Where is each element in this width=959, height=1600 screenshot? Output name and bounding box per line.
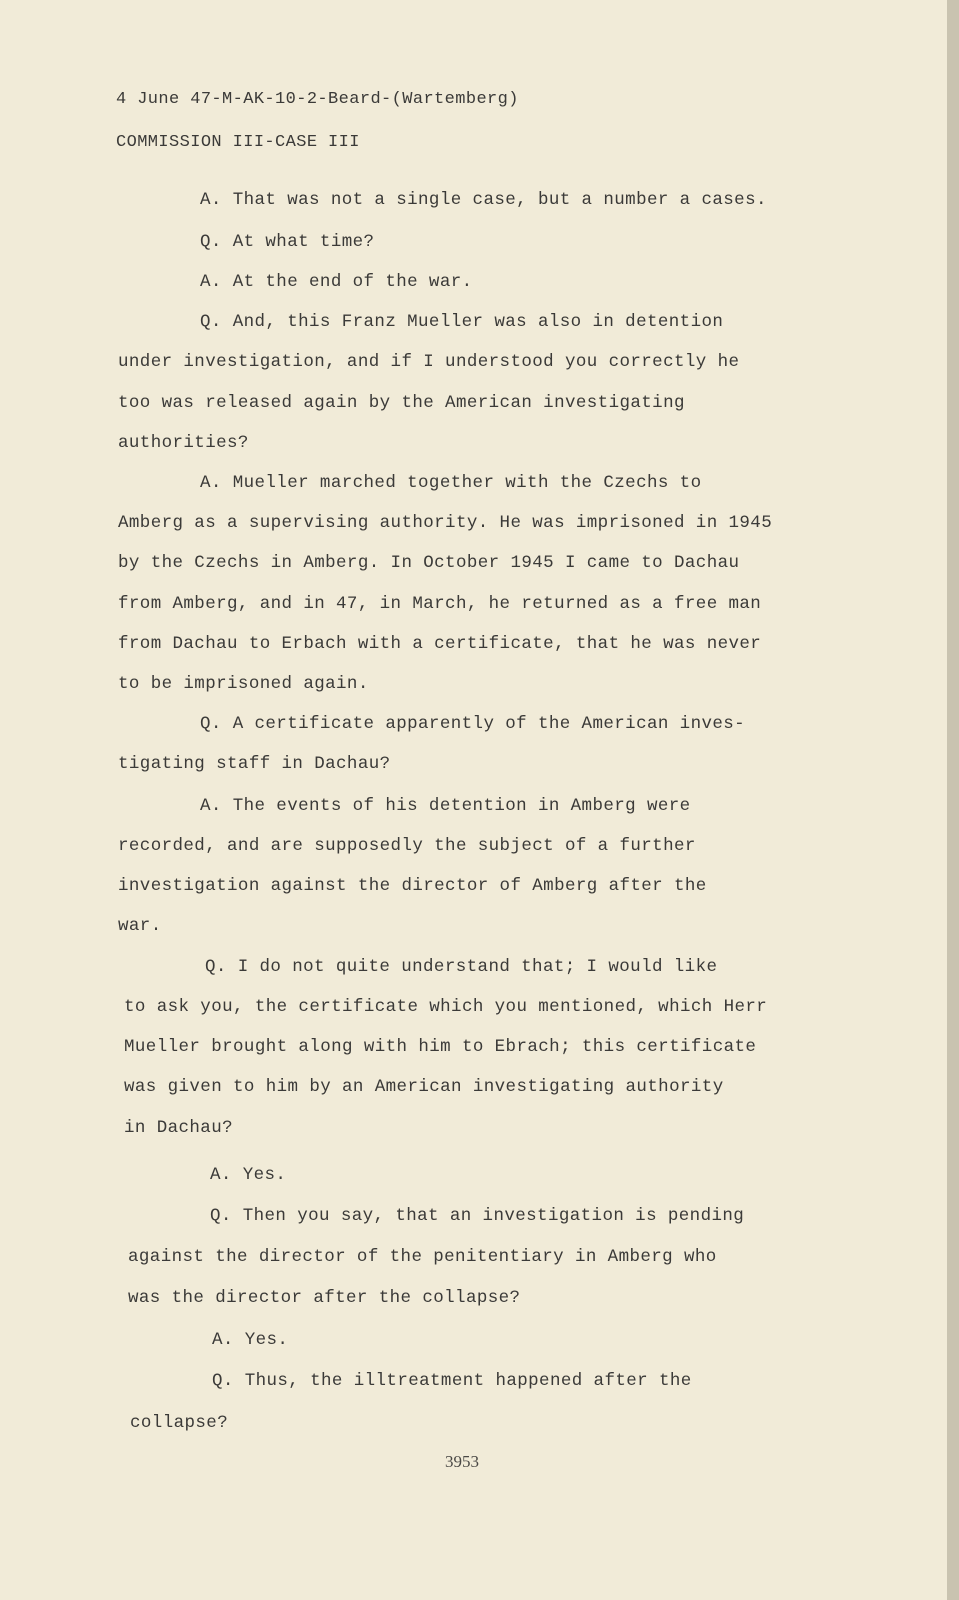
body-line: A. Mueller marched together with the Czechs to — [200, 473, 702, 493]
body-line: tigating staff in Dachau? — [118, 754, 391, 774]
header-line-2: COMMISSION III-CASE III — [116, 133, 360, 152]
header-line-1: 4 June 47-M-AK-10-2-Beard-(Wartemberg) — [116, 90, 519, 109]
body-line: Q. Then you say, that an investigation is pending — [210, 1206, 745, 1226]
body-line: under investigation, and if I understood you correctly he — [118, 352, 740, 372]
body-line: A. The events of his detention in Amberg were — [200, 796, 691, 816]
body-line: A. At the end of the war. — [200, 272, 473, 292]
page-number: 3953 — [445, 1452, 479, 1471]
body-line: against the director of the penitentiary in Amberg who — [128, 1247, 717, 1267]
body-line: Q. At what time? — [200, 232, 375, 252]
body-line: A. That was not a single case, but a number a cases. — [200, 190, 767, 210]
body-line: by the Czechs in Amberg. In October 1945 I came to Dachau — [118, 553, 740, 573]
body-line: Q. A certificate apparently of the American inves- — [200, 714, 746, 734]
body-line: from Dachau to Erbach with a certificate, that he was never — [118, 634, 762, 654]
body-line: collapse? — [130, 1413, 229, 1433]
body-line: Q. And, this Franz Mueller was also in detention — [200, 312, 724, 332]
body-line: Amberg as a supervising authority. He was imprisoned in 1945 — [118, 513, 773, 533]
body-line: Mueller brought along with him to Ebrach; this certificate — [124, 1037, 757, 1057]
body-line: Q. Thus, the illtreatment happened after the — [212, 1371, 692, 1391]
body-line: investigation against the director of Amberg after the — [118, 876, 707, 896]
body-line: Q. I do not quite understand that; I would like — [205, 957, 718, 977]
body-line: too was released again by the American investigating — [118, 393, 685, 413]
body-line: to be imprisoned again. — [118, 674, 369, 694]
body-line: to ask you, the certificate which you mentioned, which Herr — [124, 997, 768, 1017]
body-line: in Dachau? — [124, 1118, 234, 1138]
body-line: A. Yes. — [212, 1330, 289, 1350]
body-line: recorded, and are supposedly the subject of a further — [118, 836, 696, 856]
body-line: was the director after the collapse? — [128, 1288, 521, 1308]
body-line: from Amberg, and in 47, in March, he returned as a free man — [118, 594, 762, 614]
body-line: war. — [118, 916, 162, 936]
body-line: was given to him by an American investigating authority — [124, 1077, 724, 1097]
body-line: authorities? — [118, 433, 249, 453]
body-line: A. Yes. — [210, 1165, 287, 1185]
